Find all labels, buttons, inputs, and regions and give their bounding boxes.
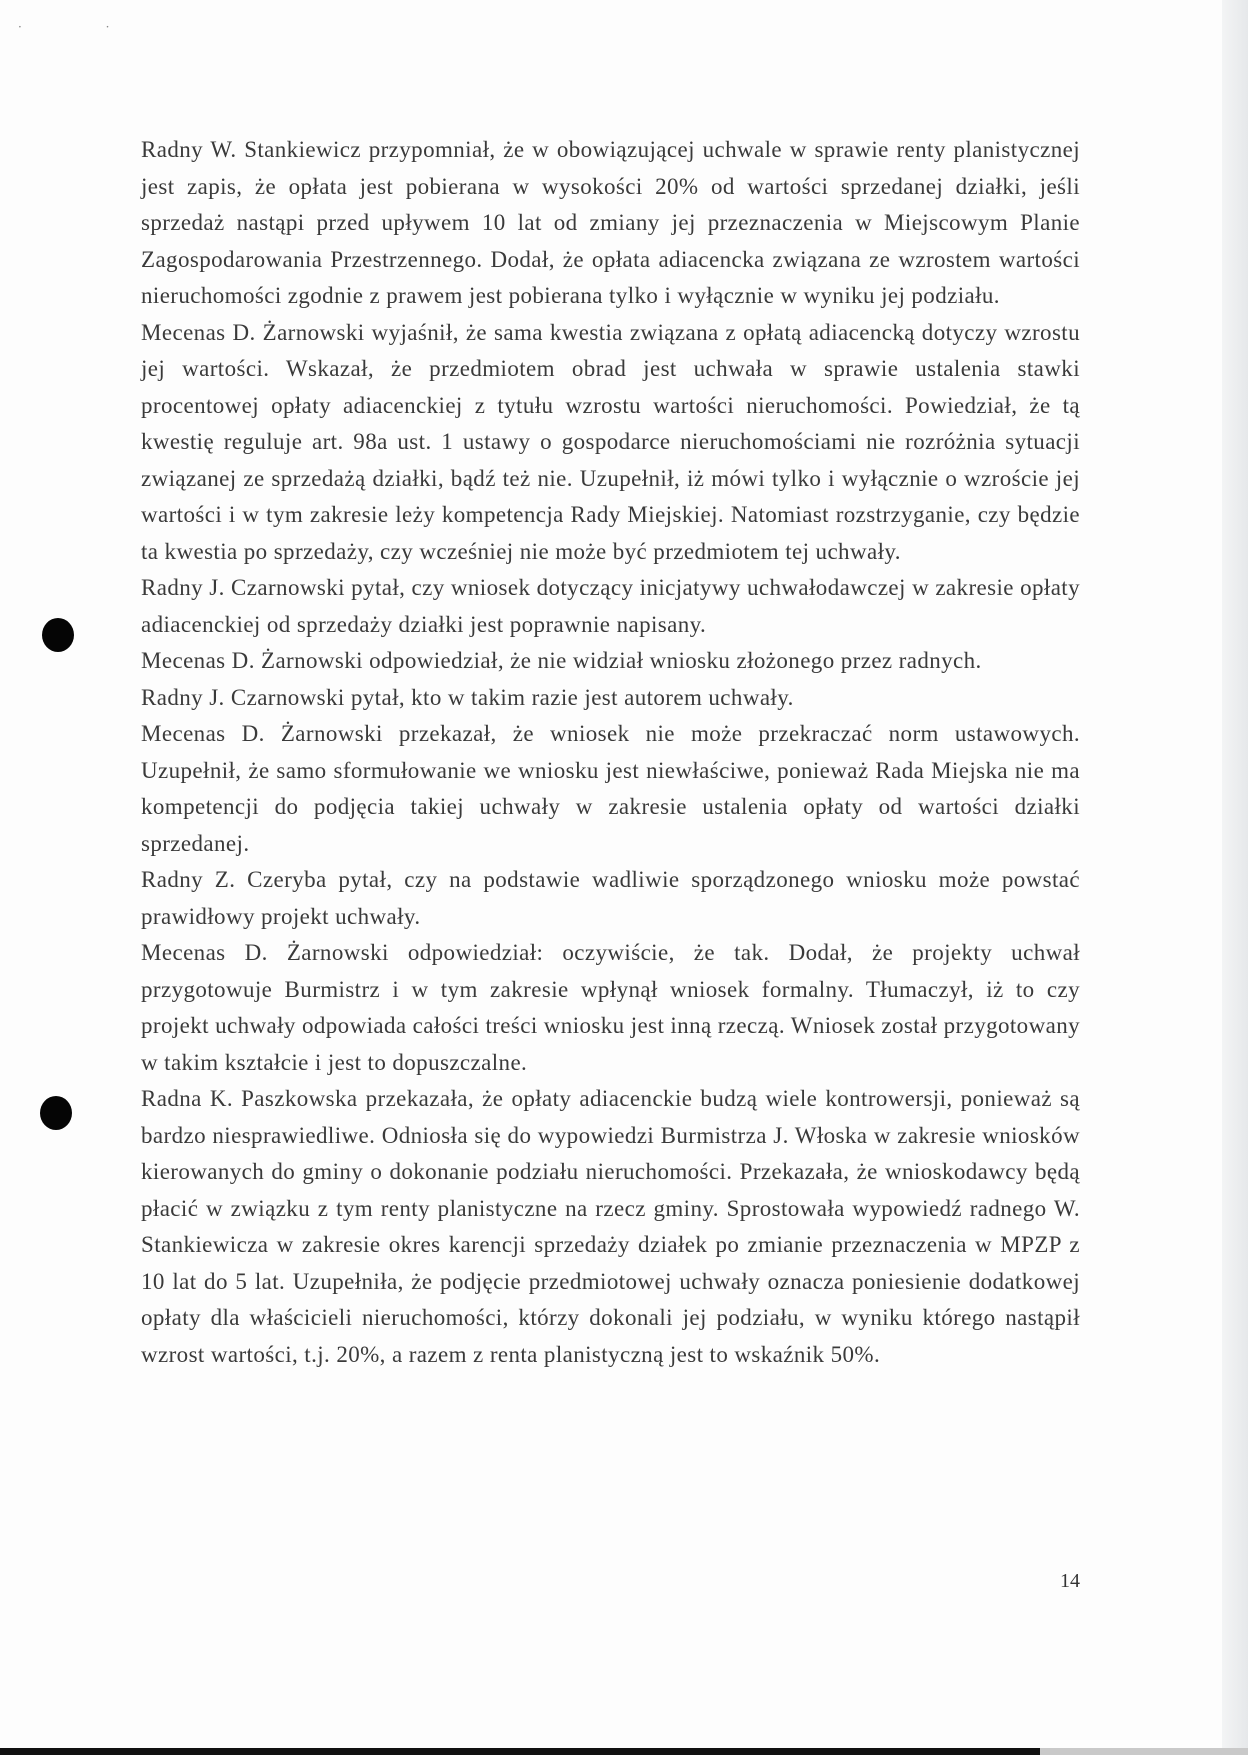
scan-bottom-edge-light xyxy=(1040,1748,1248,1755)
paragraph-czeryba-question: Radny Z. Czeryba pytał, czy na podstawie wadliwie sporządzonego wniosku może powstać prawidłowy projekt uchwały. xyxy=(141,867,1080,929)
paragraph-zarnowski-explanation: Mecenas D. Żarnowski wyjaśnił, że sama kwestia związana z opłatą adiacencką dotyczy wzrostu jej wartości. Wskazał, że przedmiotem obrad jest uchwała w sprawie ustalenia stawki procentowej opłaty adiacenckiej z tytułu wzrostu wartości nieruchomości. Powiedział, że tą kwestię reguluje art. 98a ust. 1 ustawy o gospodarce nieruchomościami nie rozróżnia sytuacji związanej ze sprzedażą działki, bądź też nie. Uzupełnił, iż mówi tylko i wyłącznie o wzroście jej wartości i w tym zakresie leży kompetencja Rady Miejskiej. Natomiast rozstrzyganie, czy będzie ta kwestia po sprzedaży, czy wcześniej nie może być przedmiotem tej uchwały. xyxy=(141,319,1080,564)
paragraph-zarnowski-answer-2: Mecenas D. Żarnowski przekazał, że wniosek nie może przekraczać norm ustawowych. Uzupełnił, że samo sformułowanie we wniosku jest niewłaściwe, ponieważ Rada Miejska nie ma kompetencji do podjęcia takiej uchwały w zakresie ustalenia opłaty od wartości działki sprzedanej. xyxy=(141,721,1080,856)
punch-hole-lower xyxy=(40,1096,72,1130)
scan-edge-shadow xyxy=(1222,0,1248,1755)
scan-specks: · · xyxy=(18,20,150,34)
document-body xyxy=(141,132,1080,1373)
paragraph-czarnowski-question-1: Radny J. Czarnowski pytał, czy wniosek dotyczący inicjatywy uchwałodawczej w zakresie opłaty adiacenckiej od sprzedaży działki jest poprawnie napisany. xyxy=(141,575,1080,637)
paragraph-zarnowski-answer-3: Mecenas D. Żarnowski odpowiedział: oczywiście, że tak. Dodał, że projekty uchwał przygotowuje Burmistrz i w tym zakresie wpłynął wniosek formalny. Tłumaczył, iż to czy projekt uchwały odpowiada całości treści wniosku jest inną rzeczą. Wniosek został przygotowany w takim kształcie i jest to dopuszczalne. xyxy=(141,940,1081,1075)
paragraph-paszkowska: Radna K. Paszkowska przekazała, że opłaty adiacenckie budzą wiele kontrowersji, ponieważ są bardzo niesprawiedliwe. Odniosła się do wypowiedzi Burmistrza J. Włoska w zakresie wniosków kierowanych do gminy o dokonanie podziału nieruchomości. Przekazała, że wnioskodawcy będą płacić w związku z tym renty planistyczne na rzecz gminy. Sprostowała wypowiedź radnego W. Stankiewicza w zakresie okres karencji sprzedaży działek po zmianie przeznaczenia w MPZP z 10 lat do 5 lat. Uzupełniła, że podjęcie przedmiotowej uchwały oznacza poniesienie dodatkowej opłaty dla właścicieli nieruchomości, którzy dokonali jej podziału, w wyniku którego nastąpił wzrost wartości, t.j. 20%, a razem z renta planistyczną jest to wskaźnik 50%. xyxy=(141,1086,1080,1367)
punch-hole-upper xyxy=(42,618,74,652)
paragraph-stankiewicz: Radny W. Stankiewicz przypomniał, że w obowiązującej uchwale w sprawie renty planistycznej jest zapis, że opłata jest pobierana w wysokości 20% od wartości sprzedanej działki, jeśli sprzedaż nastąpi przed upływem 10 lat od zmiany jej przeznaczenia w Miejscowym Planie Zagospodarowania Przestrzennego. Dodał, że opłata adiacencka związana ze wzrostem wartości nieruchomości zgodnie z prawem jest pobierana tylko i wyłącznie w wyniku jej podziału. xyxy=(141,137,1080,308)
page-number: 14 xyxy=(1060,1570,1080,1592)
scan-bottom-edge xyxy=(0,1748,1040,1755)
paragraph-zarnowski-answer-1: Mecenas D. Żarnowski odpowiedział, że nie widział wniosku złożonego przez radnych. xyxy=(141,648,982,673)
paragraph-czarnowski-question-2: Radny J. Czarnowski pytał, kto w takim razie jest autorem uchwały. xyxy=(141,684,794,710)
